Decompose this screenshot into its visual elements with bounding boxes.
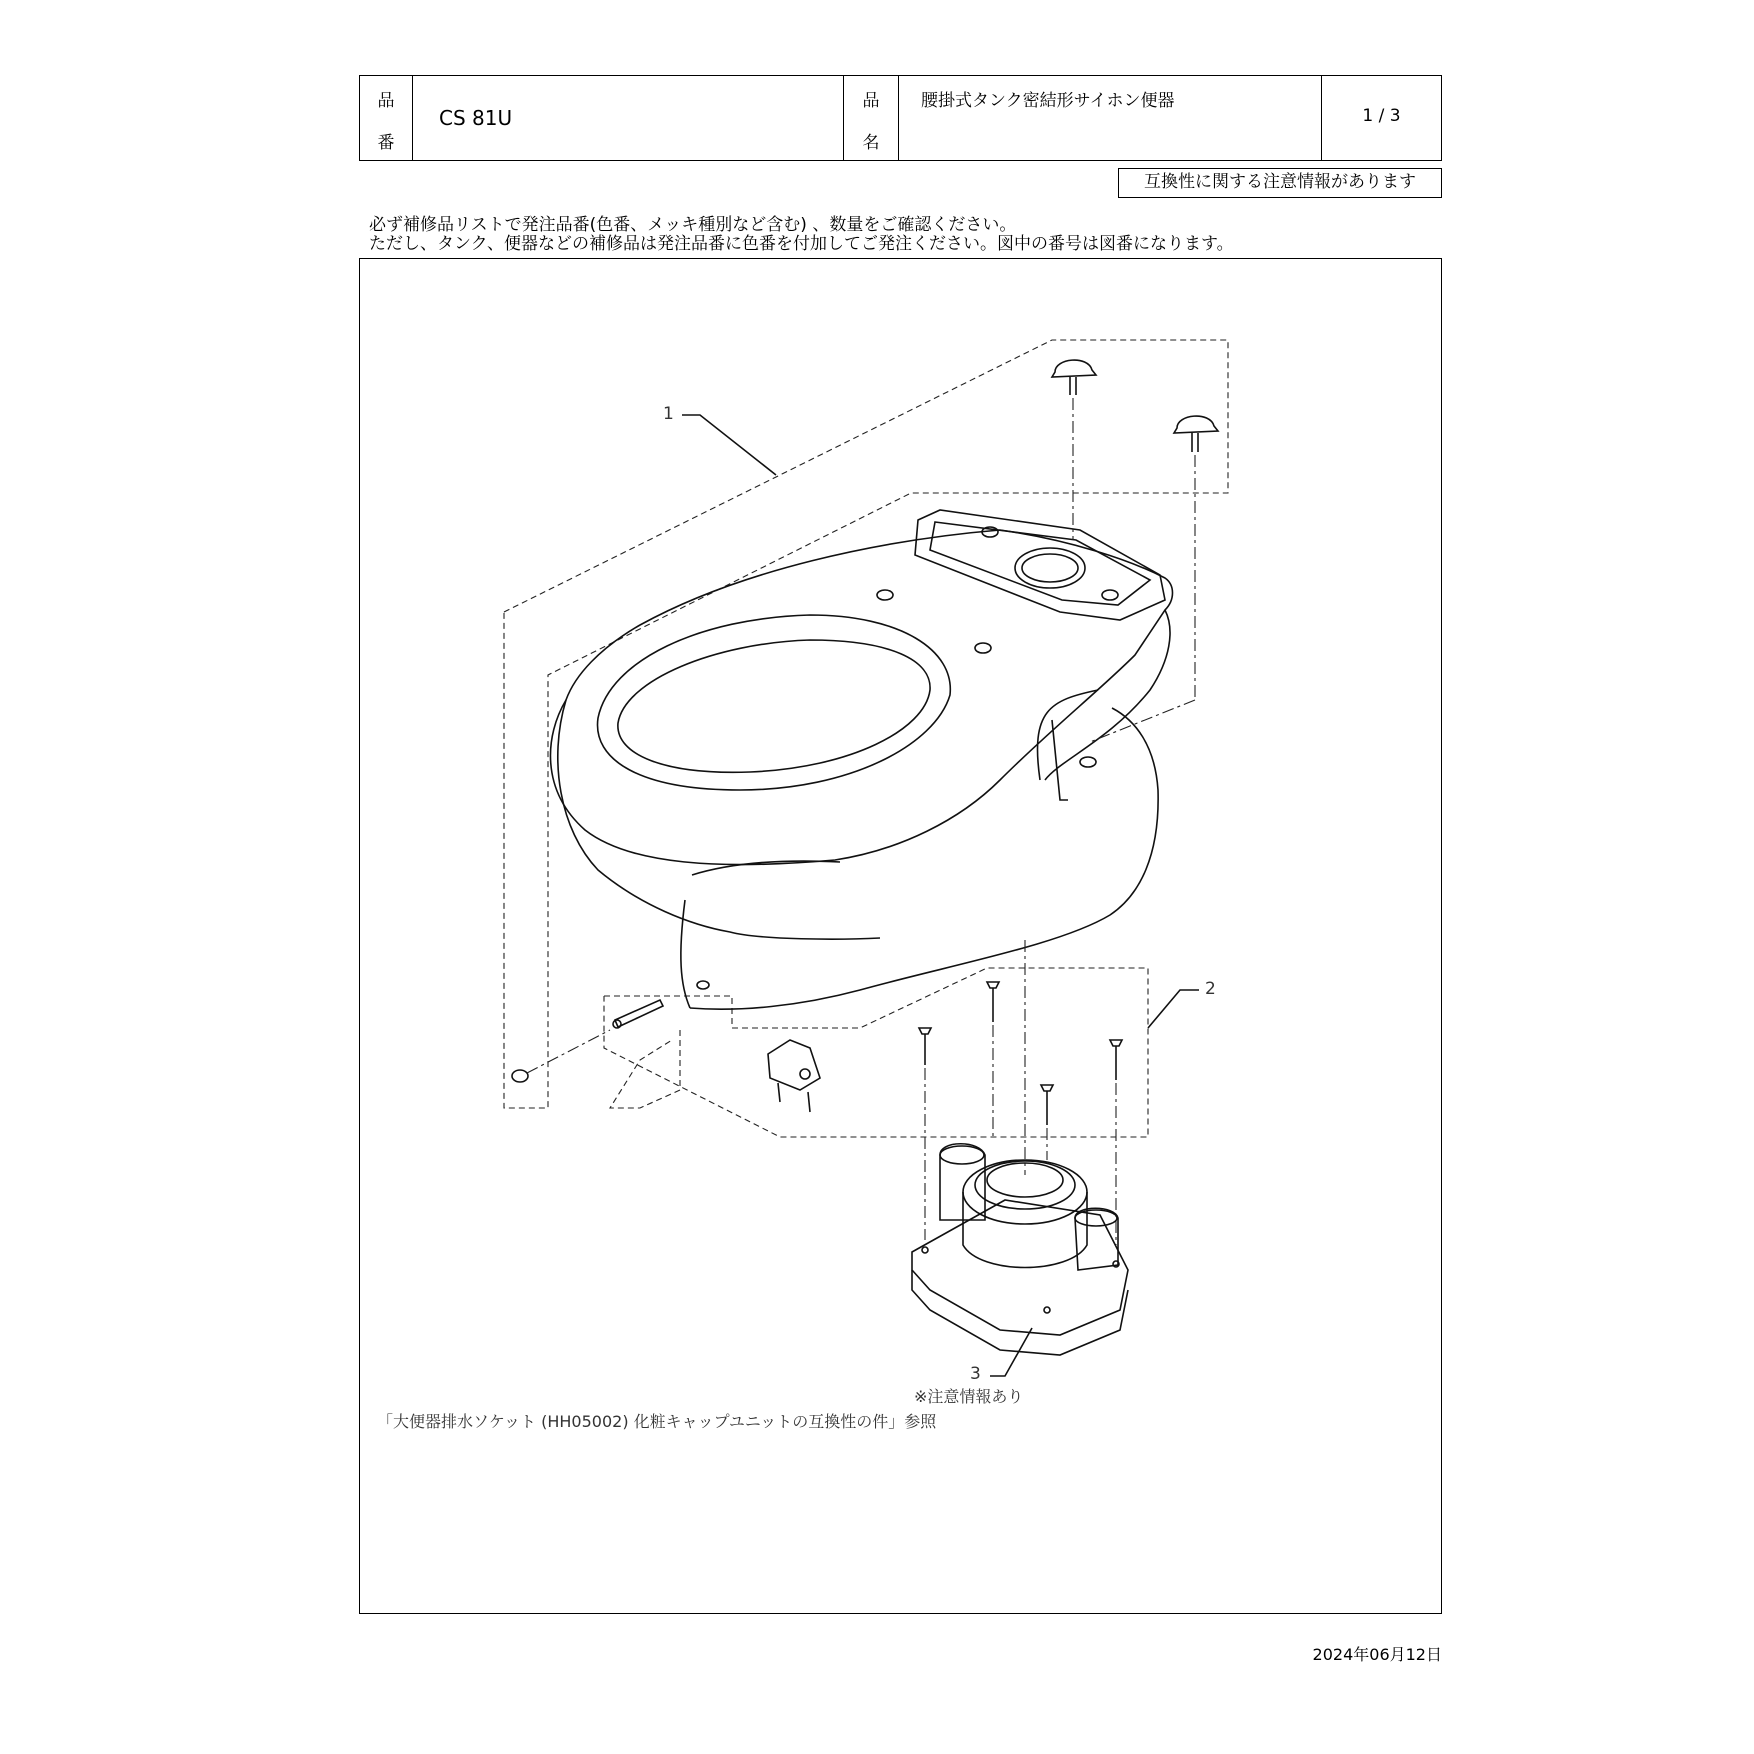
page-number: 1 / 3: [1362, 106, 1401, 126]
group-1-outline: [504, 340, 1228, 1108]
issue-date: 2024年06月12日: [1312, 1645, 1442, 1664]
instruction-line-1: 必ず補修品リストで発注品番(色番、メッキ種別など含む) 、数量をご確認ください。: [369, 215, 1017, 235]
caution-note-line-1: ※注意情報あり: [914, 1387, 1024, 1406]
fixing-bracket: [768, 1040, 820, 1112]
caution-note-line-2: 「大便器排水ソケット (HH05002) 化粧キャップユニットの互換性の件」参照: [377, 1412, 937, 1431]
part-number-label-2: 番: [377, 133, 395, 153]
floor-screws: [919, 982, 1122, 1125]
callout-1-leader: [682, 415, 776, 475]
part-number: CS 81U: [439, 106, 513, 130]
bolt-group-outline: [610, 1030, 680, 1108]
tank-bolt-caps: [1052, 360, 1218, 452]
compatibility-notice: 互換性に関する注意情報があります: [1118, 168, 1442, 198]
part-number-label-1: 品: [377, 91, 395, 111]
toilet-bowl: [550, 510, 1172, 1009]
part-name: 腰掛式タンク密結形サイホン便器: [921, 91, 1175, 111]
side-bolt-axis: [527, 1030, 610, 1073]
part-name-label-2: 名: [862, 133, 880, 153]
callout-2-leader: [1148, 990, 1199, 1028]
callout-2: 2: [1205, 979, 1216, 999]
callout-3: 3: [970, 1364, 981, 1384]
instruction-line-2: ただし、タンク、便器などの補修品は発注品番に色番を付加してご発注ください。図中の番号は図番になります。: [369, 234, 1234, 254]
drain-socket: [912, 1144, 1128, 1355]
callout-1: 1: [663, 404, 674, 424]
side-bolt: [512, 1000, 663, 1082]
part-name-label-1: 品: [862, 91, 880, 111]
